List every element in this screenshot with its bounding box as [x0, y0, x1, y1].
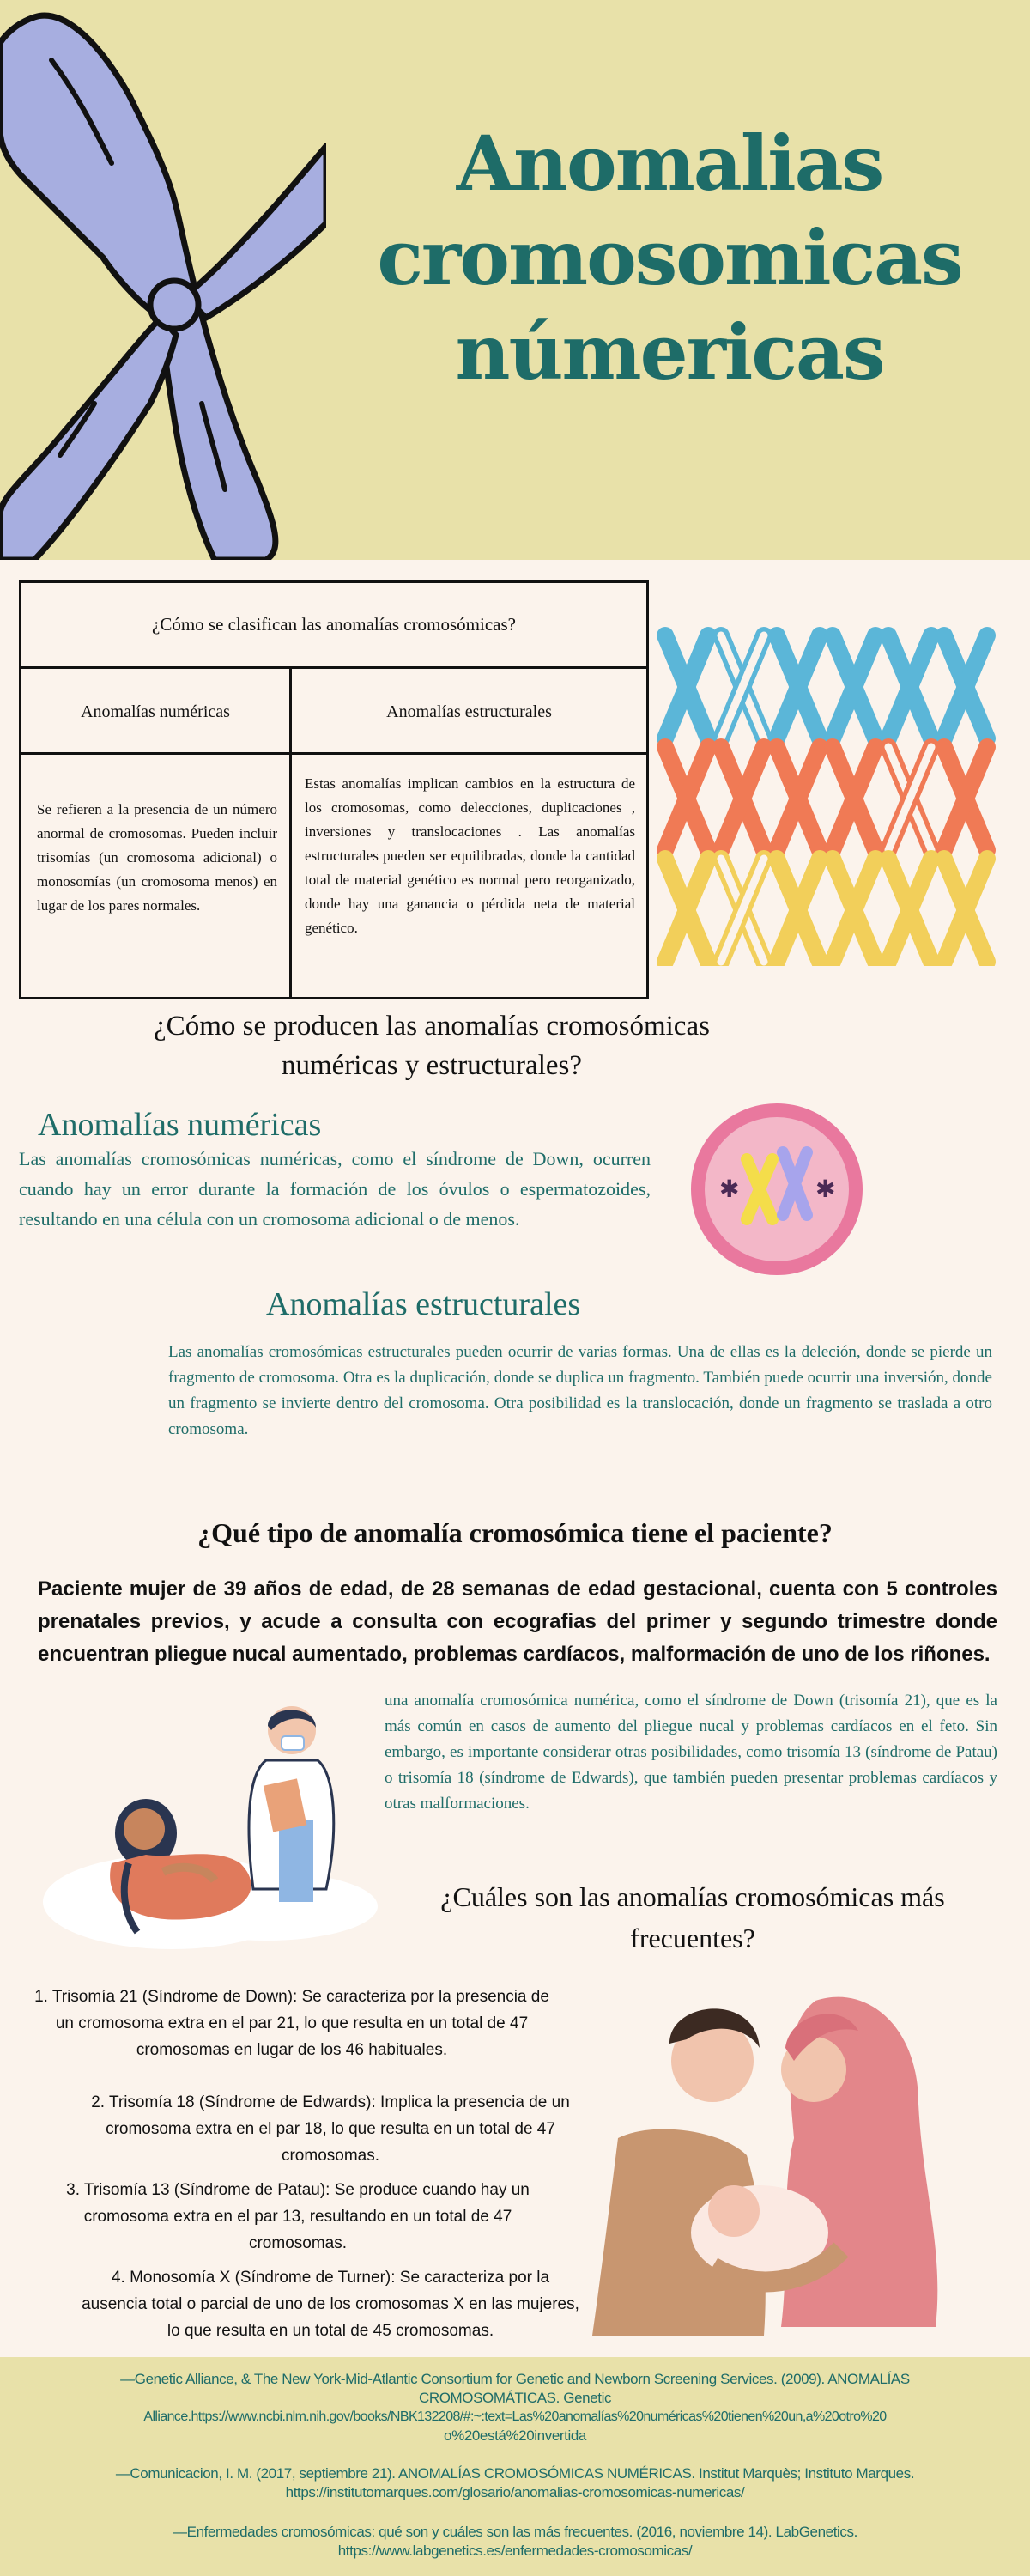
numeric-paragraph: Las anomalías cromosómicas numéricas, como el síndrome de Down, ocurren cuando hay un error durante la formación de los óvulos o espermatozoides, resultando en una célula con un cromosoma adicional o de menos. [19, 1148, 651, 1230]
reference-2 [0, 2464, 1030, 2502]
chromosome-x-icon [721, 859, 764, 962]
chromosomes-grid-icon [657, 623, 1000, 966]
frequent-heading-line-1: ¿Cuáles son las anomalías cromosómicas más [440, 1881, 945, 1912]
chromosome-x-icon [944, 635, 987, 738]
family-baby-illustration-icon [584, 1966, 961, 2344]
title-line-2: cromosomicas [377, 213, 962, 302]
frequent-heading [371, 1876, 1015, 1959]
header-banner [0, 0, 1030, 560]
reference-1-line-4: o%20está%20invertida [444, 2427, 586, 2444]
chromosome-x-icon [721, 747, 764, 850]
chromosome-x-icon [833, 747, 876, 850]
title-line-1: Anomalias [456, 118, 883, 208]
table-divider [289, 669, 292, 997]
reference-3-line-2: https://www.labgenetics.es/enfermedades-cromosomicas/ [337, 2543, 693, 2559]
chromosome-x-icon [665, 747, 708, 850]
frequent-heading-line-2: frecuentes? [630, 1923, 755, 1953]
pregnant-patient-doctor-illustration-icon [43, 1692, 403, 1975]
reference-1 [0, 2370, 1030, 2445]
reference-3 [0, 2523, 1030, 2561]
chromosome-x-icon [777, 635, 820, 738]
reference-1-line-2: CROMOSOMÁTICAS. Genetic [418, 2390, 612, 2406]
table-header-row [21, 669, 646, 755]
reference-3-line-1: —Enfermedades cromosómicas: qué son y cuáles son las más frecuentes. (2016, noviembre 14). LabGenetics. [173, 2524, 857, 2540]
numeric-subtitle: Anomalías numéricas [38, 1107, 322, 1143]
frequent-item-4: 4. Monosomía X (Síndrome de Turner): Se caracteriza por la ausencia total o parcial de uno de los cromosomas X en las mujeres, lo que resulta en un total de 45 cromosomas. [82, 2269, 579, 2340]
table-question: ¿Cómo se clasifican las anomalías cromosómicas? [21, 583, 646, 669]
structural-paragraph: Las anomalías cromosómicas estructurales pueden ocurrir de varias formas. Una de ellas es la deleción, donde se pierde un fragmento de cromosoma. Otra es la duplicación, donde se duplica un fragmento. También puede ocurrir una inversión, donde un fragmento se invierte dentro del cromosoma. Otra posibilidad es la translocación, donde un fragmento se traslada a otro cromosoma. [168, 1343, 992, 1438]
patient-heading: ¿Qué tipo de anomalía cromosómica tiene el paciente? [197, 1517, 833, 1548]
cell-structural-text: Estas anomalías implican cambios en la estructura de los cromosomas, como delecciones, duplicaciones , inversiones y translocaciones . Las anomalías estructurales pueden ser equilibradas, donde la cantidad total de material genético es normal pero reorganizado, donde hay una ganancia o pérdida neta de material genético. [305, 775, 635, 936]
patient-answer: una anomalía cromosómica numérica, como el síndrome de Down (trisomía 21), que es la más común en casos de aumento del pliegue nucal y problemas cardíacos en el feto. Sin embargo, es importante considerar otras posibilidades, como trisomía 13 (síndrome de Patau) o trisomía 18 (síndrome de Edwards), que también pueden presentar problemas cardíacos y otras malformaciones. [385, 1692, 997, 1813]
chromosome-x-icon [665, 635, 708, 738]
chromosome-x-icon [833, 635, 876, 738]
how-heading-line-1: ¿Cómo se producen las anomalías cromosómicas [154, 1011, 710, 1042]
chromosome-x-icon [944, 747, 987, 850]
how-heading [86, 1006, 778, 1085]
how-heading-line-2: numéricas y estructurales? [281, 1050, 582, 1081]
chromosome-x-icon [665, 859, 708, 962]
svg-text:✱: ✱ [719, 1175, 740, 1203]
cell-numeric-text: Se refieren a la presencia de un número anormal de cromosomas. Pueden incluir trisomías (un cromosoma adicional) o monosomías (un cromosoma menos) en lugar de los pares normales. [37, 801, 277, 914]
chromosome-x-icon [777, 859, 820, 962]
chromosome-x-icon [888, 747, 931, 850]
reference-1-line-3: Alliance.https://www.ncbi.nlm.nih.gov/books/NBK132208/#:~:text=Las%20anomalías%20numéricas%20tienen%20un,a%20otro%20 [143, 2409, 887, 2424]
reference-1-line-1: —Genetic Alliance, & The New York-Mid-Atlantic Consortium for Genetic and Newborn Screening Services. (2009). ANOMALÍAS [120, 2371, 910, 2387]
chromosome-illustration-icon [0, 0, 326, 560]
col-header-numeric: Anomalías numéricas [81, 702, 230, 721]
classification-table [19, 580, 649, 999]
structural-subtitle: Anomalías estructurales [266, 1286, 581, 1322]
reference-2-line-2: https://institutomarques.com/glosario/anomalias-cromosomicas-numericas/ [285, 2484, 745, 2500]
frequent-item-2: 2. Trisomía 18 (Síndrome de Edwards): Implica la presencia de un cromosoma extra en el par 18, lo que resulta en un total de 47 cromosomas. [91, 2093, 570, 2165]
references-footer [0, 2357, 1030, 2576]
svg-text:✱: ✱ [815, 1175, 836, 1203]
frequent-item-1: 1. Trisomía 21 (Síndrome de Down): Se caracteriza por la presencia de un cromosoma extra en el par 21, lo que resulta en un total de 47 cromosomas en lugar de los 46 habituales. [34, 1988, 549, 2059]
chromosome-x-icon [888, 635, 931, 738]
frequent-item-3: 3. Trisomía 13 (Síndrome de Patau): Se produce cuando hay un cromosoma extra en el par 13, resultando en un total de 47 cromosomas. [66, 2181, 530, 2252]
title-line-3: númericas [455, 307, 884, 397]
chromosome-x-icon [944, 859, 987, 962]
chromosome-circle-icon [687, 1099, 867, 1279]
patient-case: Paciente mujer de 39 años de edad, de 28 semanas de edad gestacional, cuenta con 5 controles prenatales previos, y acude a consulta con ecografias del primer y segundo trimestre donde encuentran pliegue nucal aumentado, problemas cardíacos, malformación de uno de los riñones. [38, 1577, 997, 1666]
reference-2-line-1: —Comunicacion, I. M. (2017, septiembre 21). ANOMALÍAS CROMOSÓMICAS NUMÉRICAS. Institut Marquès; Instituto Marques. [115, 2465, 915, 2482]
chromosome-x-icon [777, 747, 820, 850]
chromosome-x-icon [833, 859, 876, 962]
page-title [343, 116, 996, 399]
chromosome-x-icon [721, 635, 764, 738]
col-header-structural: Anomalías estructurales [386, 702, 552, 721]
chromosome-x-icon [888, 859, 931, 962]
